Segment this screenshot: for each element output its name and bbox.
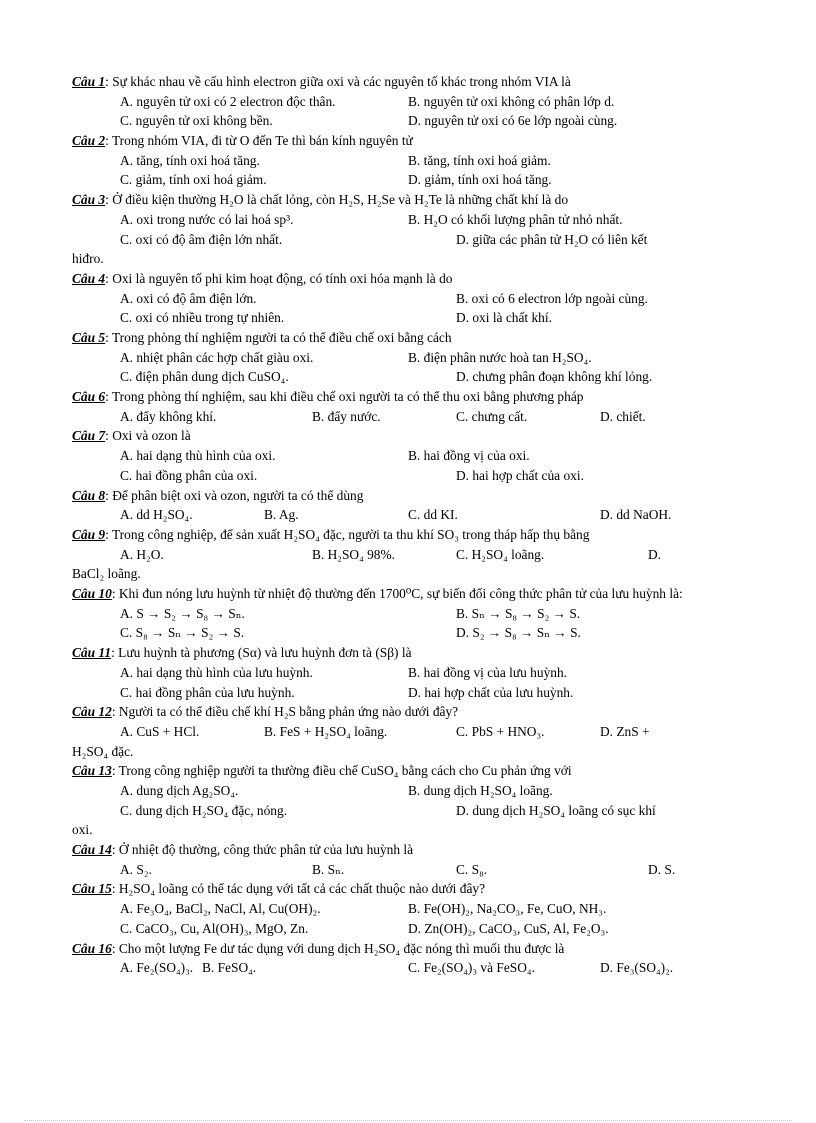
question-label: Câu 5 — [72, 330, 106, 346]
option-a: A. Fe₂(SO₄)₃. — [120, 960, 194, 976]
question-stem: : Oxi và ozon là — [105, 428, 191, 444]
question-label: Câu 15 — [72, 881, 112, 897]
question-label: Câu 14 — [72, 842, 112, 858]
option-c: C. oxi có độ âm điện lớn nhất. — [120, 231, 283, 247]
option-c: C. điện phân dung dịch CuSO₄. — [120, 369, 289, 385]
question-label: Câu 11 — [72, 645, 112, 661]
question-7 — [72, 426, 698, 485]
option-b: B. oxi có 6 electron lớp ngoài cùng. — [456, 290, 648, 306]
question-5 — [72, 328, 698, 387]
question-stem: : Trong phòng thí nghiệm người ta có thể điều chế oxi bằng cách — [105, 330, 452, 346]
option-b: B. đẩy nước. — [312, 408, 381, 424]
option-a: A. nguyên tử oxi có 2 electron độc thân. — [120, 93, 336, 109]
option-c: C. S₈ → Sₙ → S₂ → S. — [120, 625, 245, 641]
option-b: B. tăng, tính oxi hoá giảm. — [408, 152, 551, 168]
option-b: B. điện phân nước hoà tan H₂SO₄. — [408, 349, 592, 365]
question-label: Câu 6 — [72, 389, 106, 405]
option-b: B. hai đồng vị của lưu huỳnh. — [408, 664, 568, 680]
option-d: D. nguyên tử oxi có 6e lớp ngoài cùng. — [408, 113, 618, 129]
option-d: D. giữa các phân tử H₂O có liên kết — [456, 231, 648, 247]
question-label: Câu 16 — [72, 940, 112, 956]
option-b: B. Sₙ → S₈ → S₂ → S. — [456, 605, 581, 621]
question-13 — [72, 761, 698, 840]
question-stem: : Để phân biệt oxi và ozon, người ta có thể dùng — [105, 487, 364, 503]
question-stem: : Ở điều kiện thường H₂O là chất lỏng, còn H₂S, H₂Se và H₂Te là những chất khí là do — [105, 192, 569, 208]
option-c: C. nguyên tử oxi không bền. — [120, 113, 273, 129]
option-b: B. hai đồng vị của oxi. — [408, 448, 530, 464]
question-10 — [72, 584, 698, 643]
option-c: C. chưng cất. — [456, 408, 528, 424]
option-b: B. Ag. — [264, 507, 299, 523]
option-b: B. nguyên tử oxi không có phân lớp d. — [408, 93, 615, 109]
option-d: D. — [648, 546, 662, 562]
question-stem: : Trong phòng thí nghiệm, sau khi điều chế oxi người ta có thể thu oxi bằng phương pháp — [105, 389, 584, 405]
question-sheet — [72, 72, 698, 978]
option-a: A. CuS + HCl. — [120, 723, 200, 739]
question-8 — [72, 486, 698, 525]
question-stem: : Trong công nghiệp, để sản xuất H₂SO₄ đặc, người ta thu khí SO₃ trong tháp hấp thụ bằng — [105, 526, 590, 542]
question-stem: : Sự khác nhau về cấu hình electron giữa oxi và các nguyên tố khác trong nhóm VIA là — [105, 74, 571, 89]
option-a: A. nhiệt phân các hợp chất giàu oxi. — [120, 349, 314, 365]
option-d-continued: hiđro. — [72, 251, 104, 267]
option-d: D. hai hợp chất của oxi. — [456, 467, 584, 483]
question-6 — [72, 387, 698, 426]
option-b: B. dung dịch H₂SO₄ loãng. — [408, 783, 553, 798]
question-3 — [72, 190, 698, 269]
question-stem: : Trong công nghiệp người ta thường điều chế CuSO₄ bằng cách cho Cu phản ứng với — [111, 763, 572, 779]
option-d: D. giảm, tính oxi hoá tăng. — [408, 172, 552, 188]
question-16 — [72, 939, 698, 978]
question-stem: : H₂SO₄ loãng có thể tác dụng với tất cả các chất thuộc nào dưới đây? — [111, 881, 486, 897]
option-a: A. S₂. — [120, 861, 152, 877]
option-b: B. FeS + H₂SO₄ loãng. — [264, 723, 388, 739]
question-11 — [72, 643, 698, 702]
option-d: D. S₂ → S₈ → Sₙ → S. — [456, 625, 581, 641]
option-d: D. chiết. — [600, 408, 646, 424]
option-d: D. Zn(OH)₂, CaCO₃, CuS, Al, Fe₂O₃. — [408, 920, 609, 936]
option-a: A. S → S₂ → S₈ → Sₙ. — [120, 605, 245, 621]
page-bottom-divider — [24, 1120, 792, 1121]
option-d-continued: oxi. — [72, 822, 93, 838]
option-a: A. đẩy không khí. — [120, 408, 217, 424]
option-c: C. Fe₂(SO₄)₃ và FeSO₄. — [408, 960, 535, 976]
question-stem: : Khi đun nóng lưu huỳnh từ nhiệt độ thường đến 1700⁰C, sự biến đổi công thức phân tử của lưu huỳnh là: — [111, 586, 683, 602]
question-stem: : Ở nhiệt độ thường, công thức phân tử của lưu huỳnh là — [111, 842, 414, 858]
question-stem: : Trong nhóm VIA, đi từ O đến Te thì bán kính nguyên tử — [105, 133, 413, 149]
option-a: A. dung dịch Ag₂SO₄. — [120, 783, 239, 798]
option-c: C. hai đồng phân của oxi. — [120, 467, 258, 483]
question-label: Câu 4 — [72, 270, 106, 286]
question-label: Câu 3 — [72, 192, 106, 208]
option-d: D. S. — [648, 861, 676, 877]
option-c: C. CaCO₃, Cu, Al(OH)₃, MgO, Zn. — [120, 920, 309, 936]
option-c: C. dd KI. — [408, 507, 458, 523]
option-a: A. oxi có độ âm điện lớn. — [120, 290, 257, 306]
option-b: B. H₂O có khối lượng phân tử nhỏ nhất. — [408, 211, 623, 227]
option-b: B. Sₙ. — [312, 861, 345, 877]
question-9 — [72, 525, 698, 584]
option-a: A. hai dạng thù hình của oxi. — [120, 448, 276, 464]
question-label: Câu 7 — [72, 428, 106, 444]
question-15 — [72, 879, 698, 938]
option-a: A. dd H₂SO₄. — [120, 507, 193, 523]
option-c: C. dung dịch H₂SO₄ đặc, nóng. — [120, 802, 288, 818]
option-c: C. S₈. — [456, 861, 488, 877]
option-d: D. dung dịch H₂SO₄ loãng có sục khí — [456, 802, 656, 818]
question-stem: : Lưu huỳnh tà phương (Sα) và lưu huỳnh đơn tà (Sβ) là — [111, 645, 412, 661]
option-c: C. giảm, tính oxi hoá giảm. — [120, 172, 267, 188]
option-b: B. H₂SO₄ 98%. — [312, 546, 395, 562]
option-d: D. Fe₃(SO₄)₂. — [600, 960, 674, 976]
option-d: D. oxi là chất khí. — [456, 310, 552, 326]
question-label: Câu 10 — [72, 586, 112, 602]
question-4 — [72, 269, 698, 328]
question-stem: : Oxi là nguyên tố phi kim hoạt động, có tính oxi hóa mạnh là do — [105, 270, 453, 286]
option-d-continued: H₂SO₄ đặc. — [72, 743, 134, 759]
option-d-continued: BaCl₂ loãng. — [72, 566, 141, 582]
option-b: B. Fe(OH)₂, Na₂CO₃, Fe, CuO, NH₃. — [408, 901, 607, 917]
option-c: C. hai đồng phân của lưu huỳnh. — [120, 684, 295, 700]
question-label: Câu 1 — [72, 74, 106, 89]
option-a: A. oxi trong nước có lai hoá sp³. — [120, 211, 294, 227]
option-d: D. dd NaOH. — [600, 507, 672, 523]
option-d: D. hai hợp chất của lưu huỳnh. — [408, 684, 574, 700]
option-a: A. hai dạng thù hình của lưu huỳnh. — [120, 664, 313, 680]
option-d: D. ZnS + — [600, 723, 650, 739]
question-label: Câu 13 — [72, 763, 112, 779]
question-label: Câu 12 — [72, 704, 112, 720]
question-12 — [72, 702, 698, 761]
question-label: Câu 2 — [72, 133, 106, 149]
question-label: Câu 8 — [72, 487, 106, 503]
question-2 — [72, 131, 698, 190]
option-a: A. Fe₃O₄, BaCl₂, NaCl, Al, Cu(OH)₂. — [120, 901, 321, 917]
question-stem: : Người ta có thể điều chế khí H₂S bằng phản ứng nào dưới đây? — [111, 704, 459, 720]
option-c: C. oxi có nhiều trong tự nhiên. — [120, 310, 285, 326]
option-c: C. PbS + HNO₃. — [456, 723, 545, 739]
option-c: C. H₂SO₄ loãng. — [456, 546, 545, 562]
question-1 — [72, 72, 698, 131]
option-d: D. chưng phân đoạn không khí lỏng. — [456, 369, 653, 385]
question-stem: : Cho một lượng Fe dư tác dụng với dung dịch H₂SO₄ đặc nóng thì muối thu được là — [111, 940, 565, 956]
question-label: Câu 9 — [72, 526, 106, 542]
option-a: A. tăng, tính oxi hoá tăng. — [120, 152, 260, 168]
option-a: A. H₂O. — [120, 546, 164, 562]
question-14 — [72, 840, 698, 879]
option-b: B. FeSO₄. — [202, 960, 257, 976]
